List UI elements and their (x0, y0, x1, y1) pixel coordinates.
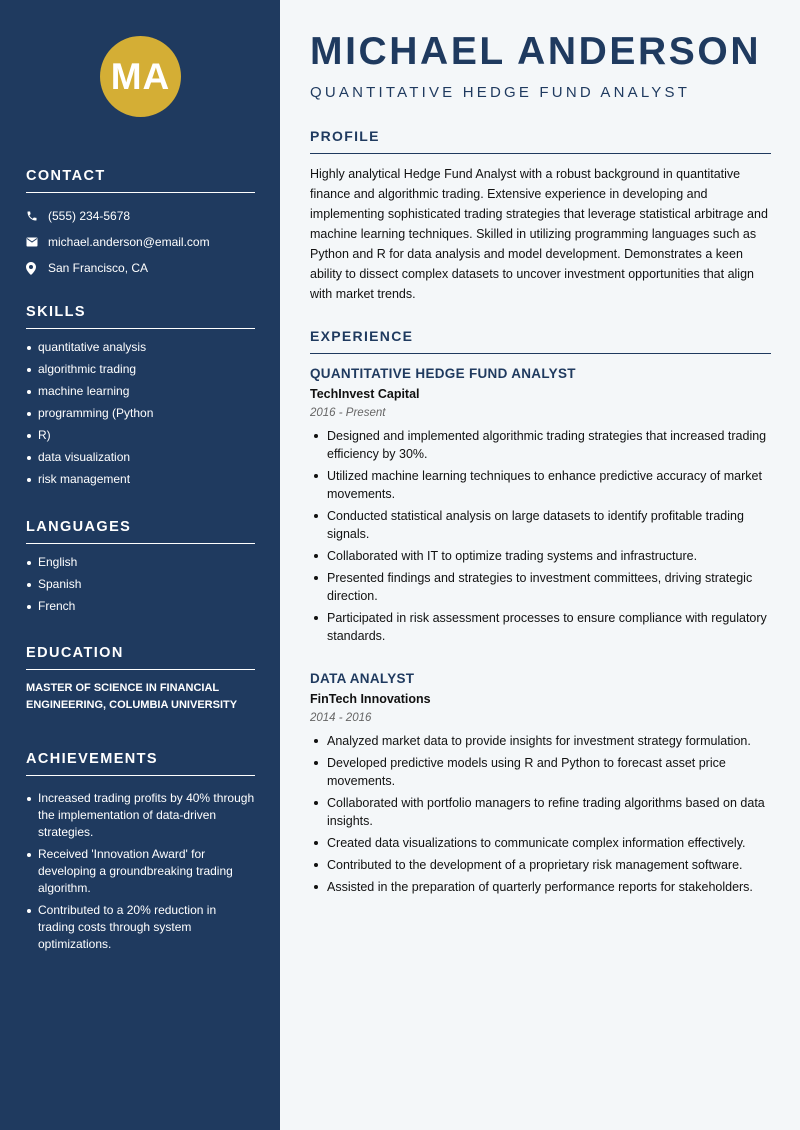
candidate-title: QUANTITATIVE HEDGE FUND ANALYST (310, 84, 691, 101)
mail-icon (26, 237, 48, 247)
job-company: TechInvest Capital (310, 387, 420, 401)
job-bullet: Presented findings and strategies to investment committees, driving strategic direction. (310, 569, 771, 605)
phone-icon (26, 210, 48, 222)
job-dates: 2014 - 2016 (310, 712, 372, 724)
achievements-heading: ACHIEVEMENTS (26, 751, 255, 776)
skills-list (26, 339, 255, 488)
contact-phone (26, 203, 255, 229)
achievement-item: Received 'Innovation Award' for developing a groundbreaking trading algorithm. (26, 846, 255, 897)
sidebar (0, 0, 280, 1130)
job-bullet: Assisted in the preparation of quarterly performance reports for stakeholders. (310, 878, 771, 896)
job-bullet: Created data visualizations to communicate complex information effectively. (310, 834, 771, 852)
skill-item: programming (Python (26, 405, 255, 422)
profile-text: Highly analytical Hedge Fund Analyst with a robust background in quantitative finance and algorithmic trading. Extensive experience in developing and implementing sophisticated trading strategies that leverage statistical arbitrage and machine learning techniques. Skilled in utilizing programming languages such as Python and R for data analysis and model development. Demonstrates a keen ability to dissect complex datasets to uncover investment opportunities that align with market trends. (310, 167, 768, 301)
job-bullet: Participated in risk assessment processes to ensure compliance with regulatory standards. (310, 609, 771, 645)
skill-item: algorithmic trading (26, 361, 255, 378)
job-dates: 2016 - Present (310, 407, 386, 419)
languages-section (26, 519, 255, 620)
job-bullet: Collaborated with IT to optimize trading systems and infrastructure. (310, 547, 771, 565)
contact-section (26, 168, 255, 281)
language-item: French (26, 598, 255, 615)
skill-item: data visualization (26, 449, 255, 466)
phone-text: (555) 234-5678 (48, 209, 131, 223)
contact-location (26, 255, 255, 281)
avatar: MA (100, 36, 181, 117)
education-section (26, 645, 255, 714)
job-bullets (310, 732, 771, 896)
location-pin-icon (26, 262, 48, 275)
achievements-list (26, 790, 255, 953)
job-title: DATA ANALYST (310, 671, 415, 686)
candidate-name: MICHAEL ANDERSON (310, 30, 762, 73)
job-bullet: Collaborated with portfolio managers to refine trading algorithms based on data insights. (310, 794, 771, 830)
education-degree: MASTER OF SCIENCE IN FINANCIAL ENGINEERING, COLUMBIA UNIVERSITY (26, 682, 238, 711)
achievement-item: Increased trading profits by 40% through the implementation of data-driven strategies. (26, 790, 255, 841)
job-bullet: Contributed to the development of a proprietary risk management software. (310, 856, 771, 874)
language-item: Spanish (26, 576, 255, 593)
skills-heading: SKILLS (26, 304, 255, 329)
skill-item: quantitative analysis (26, 339, 255, 356)
education-heading: EDUCATION (26, 645, 255, 670)
job-company: FinTech Innovations (310, 692, 431, 706)
contact-email (26, 229, 255, 255)
skills-section (26, 304, 255, 493)
achievement-item: Contributed to a 20% reduction in trading costs through system optimizations. (26, 902, 255, 953)
job-bullet: Analyzed market data to provide insights for investment strategy formulation. (310, 732, 771, 750)
language-item: English (26, 554, 255, 571)
job-title: QUANTITATIVE HEDGE FUND ANALYST (310, 366, 576, 381)
languages-heading: LANGUAGES (26, 519, 255, 544)
languages-list (26, 554, 255, 615)
skill-item: machine learning (26, 383, 255, 400)
job-bullet: Conducted statistical analysis on large datasets to identify profitable trading signals. (310, 507, 771, 543)
job-bullet: Developed predictive models using R and Python to forecast asset price movements. (310, 754, 771, 790)
contact-heading: CONTACT (26, 168, 255, 193)
job-entry (310, 366, 771, 649)
email-text[interactable]: michael.anderson@email.com (48, 235, 210, 249)
job-bullet: Utilized machine learning techniques to enhance predictive accuracy of market movements. (310, 467, 771, 503)
location-text: San Francisco, CA (48, 261, 149, 275)
profile-heading: PROFILE (310, 128, 771, 154)
experience-heading: EXPERIENCE (310, 328, 771, 354)
job-entry (310, 671, 771, 900)
achievements-section (26, 751, 255, 958)
skill-item: R) (26, 427, 255, 444)
job-bullet: Designed and implemented algorithmic trading strategies that increased trading efficiency by 30%. (310, 427, 771, 463)
skill-item: risk management (26, 471, 255, 488)
job-bullets (310, 427, 771, 645)
